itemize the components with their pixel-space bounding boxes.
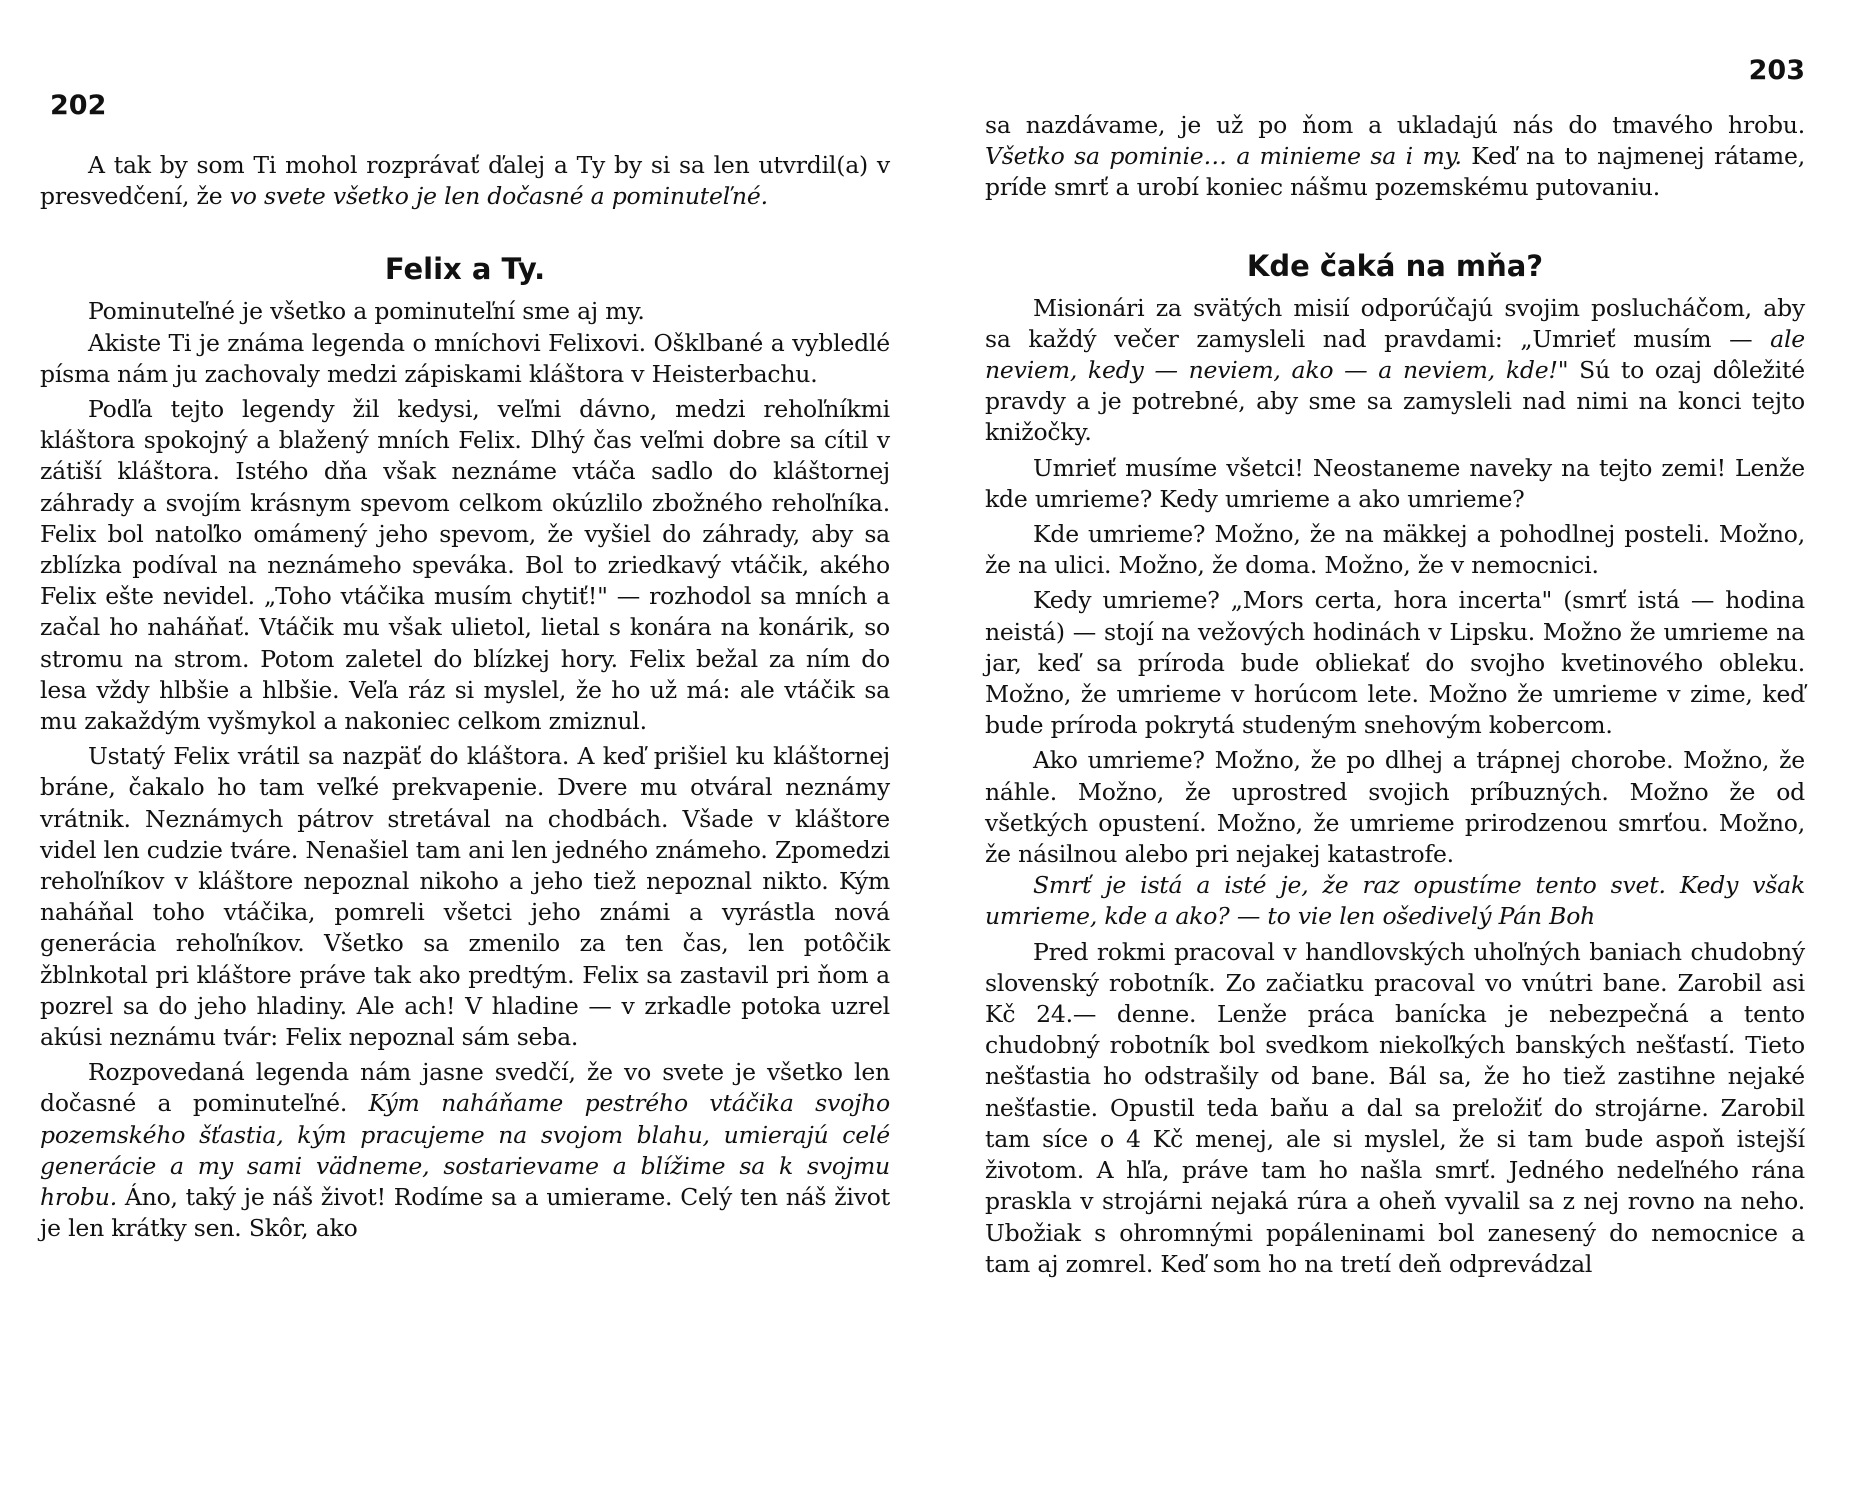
intro-paragraph: A tak by som Ti mohol rozprávať ďalej a Ty by si sa len utvrdil(a) v presvedčení, že vo svete všetko je len dočasné a pominuteľné. (40, 151, 890, 211)
paragraph: Smrť je istá a isté je, že raz opustíme tento svet. Kedy však umrieme, kde a ako? — to vie len ošedivelý Pán Boh (985, 871, 1805, 931)
paragraph: Ako umrieme? Možno, že po dlhej a trápnej chorobe. Možno, že náhle. Možno, že uprostred svojich príbuzných. Možno že od všetkých opustení. Možno, že umrieme prirodzenou smrťou. Možno, že násilnou alebo pri nejakej katastrofe. (985, 746, 1805, 869)
paragraph: Kedy umrieme? „Mors certa, hora incerta" (smrť istá — hodina neistá) — stojí na vežových hodinách v Lipsku. Možno že umrieme na jar, keď sa príroda bude obliekať do svojho kvetinového obleku. Možno, že umrieme v horúcom lete. Možno že umrieme v zime, keď bude príroda pokrytá studeným snehovým kobercom. (985, 586, 1805, 740)
section-heading: Kde čaká na mňa? (1246, 248, 1544, 283)
paragraph: Umrieť musíme všetci! Neostaneme naveky na tejto zemi! Lenže kde umrieme? Kedy umrieme a ako umrieme? (985, 453, 1805, 513)
section-heading: Felix a Ty. (384, 252, 546, 287)
paragraph: Pred rokmi pracoval v handlovských uhoľných baniach chudobný slovenský robotník. Zo začiatku pracoval vo vnútri bane. Zarobil asi Kč 24.— denne. Lenže práca banícka je nebezpečná a tento chudobný robotník bol svedkom niekoľkých banských nešťastí. Tieto nešťastia ho odstrašily od bane. Bál sa, že ho tiež zastihne nejaké nešťastie. Opustil teda baňu a dal sa preložiť do strojárne. Zarobil tam síce o 4 Kč menej, ale si myslel, že si tam bude aspoň istejší životom. A hľa, práve tam ho našla smrť. Jedného nedeľného rána praskla v strojárni nejaká rúra a oheň vyvalil sa z nej rovno na neho. Ubožiak s ohromnými popáleninami bol zanesený do nemocnice a tam aj zomrel. Keď som ho na tretí deň odprevádzal (985, 937, 1805, 1278)
continued-paragraph: sa nazdávame, je už po ňom a ukladajú nás do tmavého hrobu. Všetko sa pominie… a minieme sa i my. Keď na to najmenej rátame, príde smrť a urobí koniec nášmu pozemskému putovaniu. (985, 111, 1805, 202)
paragraph: Kde umrieme? Možno, že na mäkkej a pohodlnej posteli. Možno, že na ulici. Možno, že doma. Možno, že v nemocnici. (985, 520, 1805, 580)
right-page (985, 0, 1805, 1500)
paragraph: Pominuteľné je všetko a pominuteľní sme aj my. (88, 297, 645, 326)
page-number: 202 (50, 90, 107, 121)
page-body (985, 110, 1805, 1280)
page-body (40, 150, 890, 1245)
paragraph: Misionári za svätých misií odporúčajú svojim poslucháčom, aby sa každý večer zamysleli nad pravdami: „Umrieť musím — ale neviem, kedy — neviem, ako — a neviem, kde!" Sú to ozaj dôležité pravdy a je potrebné, aby sme sa zamysleli nad nimi na konci tejto knižočky. (985, 293, 1805, 447)
paragraph: Rozpovedaná legenda nám jasne svedčí, že vo svete je všetko len dočasné a pominuteľné. Kým naháňame pestrého vtáčika svojho pozemského šťastia, kým pracujeme na svojom blahu, umierajú celé generácie a my sami vädneme, sostarievame a blížime sa k svojmu hrobu. Áno, taký je náš život! Rodíme sa a umierame. Celý ten náš život je len krátky sen. Skôr, ako (40, 1058, 890, 1243)
paragraph: Akiste Ti je známa legenda o mníchovi Felixovi. Ošklbané a vybledlé písma nám ju zachovaly medzi zápiskami kláštora v Heisterbachu. (40, 328, 890, 388)
left-page (40, 0, 890, 1500)
paragraph: Podľa tejto legendy žil kedysi, veľmi dávno, medzi rehoľníkmi kláštora spokojný a blažený mních Felix. Dlhý čas veľmi dobre sa cítil v zátiší kláštora. Istého dňa však neznáme vtáča sadlo do kláštornej záhrady a svojím krásnym spevom celkom okúzlilo zbožného rehoľníka. Felix bol natoľko omámený jeho spevom, že vyšiel do záhrady, aby sa zblízka podíval na neznámeho speváka. Bol to zriedkavý vtáčik, akého Felix ešte nevidel. „Toho vtáčika musím chytiť!" — rozhodol sa mních a začal ho naháňať. Vtáčik mu však ulietol, lietal s konára na konárik, so stromu na strom. Potom zaletel do blízkej hory. Felix bežal za ním do lesa vždy hlbšie a hlbšie. Veľa ráz si myslel, že ho už má: ale vtáčik sa mu zakaždým vyšmykol a nakoniec celkom zmiznul. (40, 395, 890, 736)
paragraph: Ustatý Felix vrátil sa nazpäť do kláštora. A keď prišiel ku kláštornej bráne, čakalo ho tam veľké prekvapenie. Dvere mu otváral neznámy vrátnik. Neznámych pátrov stretával na chodbách. Všade v kláštore videl len cudzie tváre. Nenašiel tam ani len jedného známeho. Zpomedzi rehoľníkov v kláštore nepoznal nikoho a jeho tiež nepoznal nikto. Kým naháňal toho vtáčika, pomreli všetci jeho známi a vyrástla nová generácia rehoľníkov. Všetko sa zmenilo za ten čas, len potôčik žblnkotal pri kláštore práve tak ako predtým. Felix sa zastavil pri ňom a pozrel sa do jeho hladiny. Ale ach! V hladine — v zrkadle potoka uzrel akúsi neznámu tvár: Felix nepoznal sám seba. (40, 742, 890, 1052)
page-number: 203 (1748, 55, 1805, 86)
